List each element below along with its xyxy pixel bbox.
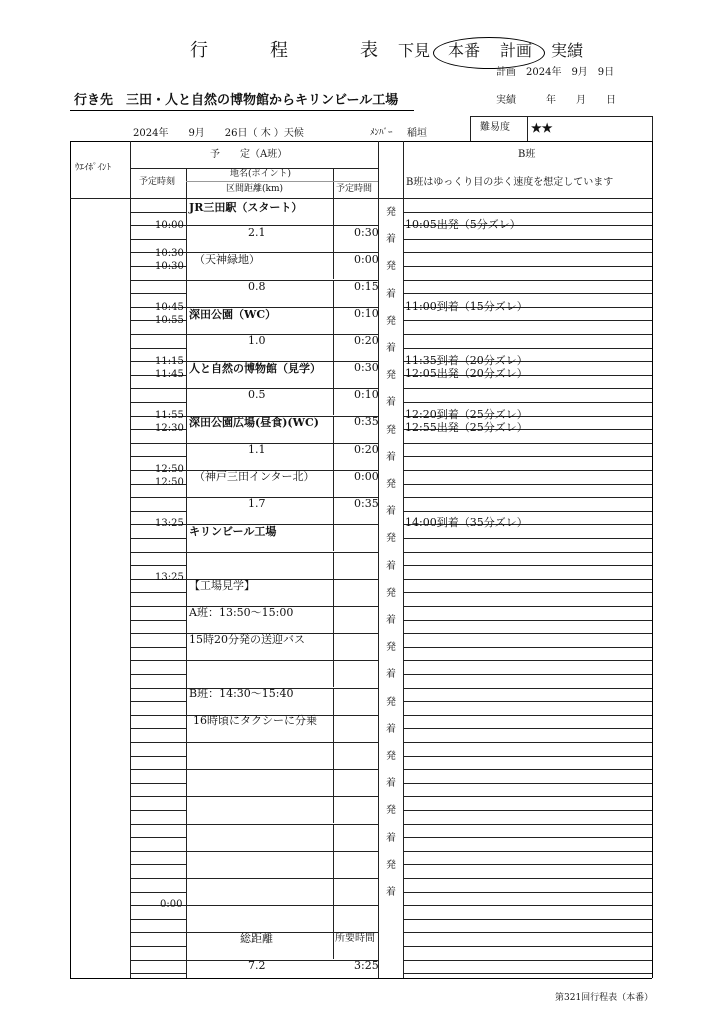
grid-line (333, 769, 334, 796)
place-label: 地名(ポイント) (230, 169, 292, 179)
grid-line (130, 497, 186, 498)
place-name: A班：13:50～15:00 (189, 606, 294, 619)
total-distance-label: 総距離 (240, 932, 273, 945)
b-time-note: 14:00到着（35分ズレ） (405, 516, 528, 529)
mode-prefix: 下見 (398, 41, 431, 60)
place-name: 【工場見学】 (189, 579, 255, 592)
departure-marker: 発 (386, 697, 396, 708)
grid-line (333, 688, 334, 715)
distance-cell: 2.1 (248, 226, 266, 239)
grid-line (186, 905, 378, 906)
grid-line (186, 769, 378, 770)
duration-cell: 0:15 (354, 280, 379, 293)
grid-line (403, 606, 652, 607)
grid-line (130, 456, 186, 457)
grid-line (403, 388, 652, 389)
departure-marker: 発 (386, 642, 396, 653)
member-name: 稲垣 (407, 128, 427, 139)
grid-line (130, 728, 186, 729)
grid-line (130, 660, 186, 661)
duration-cell: 0:20 (354, 443, 379, 456)
time-cell: 13:25 (155, 572, 184, 583)
grid-line (403, 878, 652, 879)
grid-line (403, 443, 652, 444)
b-note: B班はゆっくり目の歩く速度を想定しています (406, 177, 614, 188)
grid-line (130, 932, 186, 933)
grid-line (403, 946, 652, 947)
difficulty-stars: ★★ (531, 121, 553, 135)
grid-line (130, 796, 186, 797)
grid-line (186, 824, 378, 825)
grid-line (403, 293, 652, 294)
grid-line (333, 796, 334, 823)
title-char-1: 行 (190, 40, 208, 61)
grid-line (333, 905, 334, 932)
grid-line (130, 892, 186, 893)
grid-line (333, 497, 334, 524)
arrival-marker: 着 (386, 343, 396, 354)
grid-line (403, 538, 652, 539)
total-time-label: 所要時間 (335, 933, 375, 944)
time-cell: 10:30 (155, 261, 184, 272)
grid-line (130, 592, 186, 593)
title-char-3: 表 (360, 40, 378, 61)
departure-marker: 発 (386, 261, 396, 272)
actual-date: 実績 年 月 日 (496, 95, 616, 106)
grid-line (403, 334, 652, 335)
distance-label: 区間距離(km) (226, 184, 284, 194)
grid-line (403, 715, 652, 716)
distance-cell: 1.7 (248, 497, 266, 510)
b-time-note: 12:05出発（20分ズレ） (405, 367, 528, 380)
grid-line (403, 620, 652, 621)
grid-line (130, 633, 186, 634)
grid-line (130, 973, 186, 974)
grid-line (403, 470, 652, 471)
arrival-marker: 着 (386, 778, 396, 789)
plan-header: 予 定（A班） (210, 149, 288, 160)
place-name: 15時20分発の送迎バス (189, 633, 305, 646)
grid-line (130, 552, 186, 553)
grid-line (130, 388, 186, 389)
grid-line (403, 973, 652, 974)
grid-line (403, 892, 652, 893)
arrival-marker: 着 (386, 669, 396, 680)
duration-cell: 0:10 (354, 307, 379, 320)
grid-line (186, 443, 378, 444)
grid-line (130, 783, 186, 784)
grid-line (403, 796, 652, 797)
time-cell: 11:15 (155, 356, 184, 367)
place-name: （天神緑地） (194, 253, 260, 266)
difficulty-label: 難易度 (480, 122, 510, 133)
grid-line (130, 742, 186, 743)
grid-line (403, 837, 652, 838)
grid-line (130, 674, 186, 675)
grid-line (130, 293, 186, 294)
grid-line (130, 810, 186, 811)
grid-line (130, 565, 186, 566)
b-time-note: 11:00到着（15分ズレ） (405, 300, 528, 313)
grid-line (403, 864, 652, 865)
time-cell: 11:55 (155, 410, 184, 421)
grid-line (403, 212, 652, 213)
b-header: B班 (518, 149, 536, 160)
grid-line (333, 579, 334, 606)
grid-line (130, 620, 186, 621)
grid-line (403, 660, 652, 661)
grid-line (333, 878, 334, 905)
departure-marker: 発 (386, 860, 396, 871)
departure-marker: 発 (386, 207, 396, 218)
grid-line (403, 688, 652, 689)
mode-keikaku: 計画 (500, 41, 533, 60)
grid-line (403, 919, 652, 920)
grid-line (186, 878, 378, 879)
departure-marker: 発 (386, 805, 396, 816)
grid-line (403, 579, 652, 580)
place-name: 深田公園広場(昼食)(WC) (189, 416, 319, 429)
duration-cell: 0:35 (354, 415, 379, 428)
arrival-marker: 着 (386, 506, 396, 517)
grid-line (186, 334, 378, 335)
footer-note: 第321回行程表（本番） (555, 993, 654, 1003)
grid-line (130, 538, 186, 539)
grid-line (403, 456, 652, 457)
grid-line (186, 388, 378, 389)
grid-line (333, 660, 334, 687)
grid-line (130, 239, 186, 240)
arrival-marker: 着 (386, 452, 396, 463)
departure-marker: 発 (386, 751, 396, 762)
grid-line (403, 960, 652, 961)
grid-line (186, 796, 378, 797)
grid-line (130, 715, 186, 716)
arrival-marker: 着 (386, 615, 396, 626)
grid-line (403, 824, 652, 825)
member-label: ﾒﾝﾊﾞｰ (370, 128, 393, 138)
b-time-note: 11:35到着（20分ズレ） (405, 354, 528, 367)
grid-line (186, 660, 378, 661)
b-time-note: 12:55出発（25分ズレ） (405, 421, 528, 434)
date-line: 2024年 9月 26日（ 木 ）天候 (133, 128, 304, 139)
grid-line (186, 225, 378, 226)
mode-jisseki: 実績 (551, 41, 584, 60)
grid-line (130, 647, 186, 648)
grid-line (130, 280, 186, 281)
grid-line (186, 552, 378, 553)
grid-line (130, 960, 186, 961)
grid-line (130, 348, 186, 349)
mode-honban: 本番 (448, 41, 481, 60)
place-name: （神戸三田インター北） (194, 470, 315, 483)
duration-cell: 0:30 (354, 361, 379, 374)
time-cell: 0:00 (160, 899, 183, 910)
distance-cell: 1.1 (248, 443, 266, 456)
grid-line (130, 864, 186, 865)
time-cell: 12:30 (155, 423, 184, 434)
b-time-note: 12:20到着（25分ズレ） (405, 408, 528, 421)
place-name: B班：14:30～15:40 (189, 687, 294, 700)
grid-line (130, 402, 186, 403)
grid-line (333, 416, 334, 443)
grid-line (186, 280, 378, 281)
scheduled-time-label: 予定時刻 (139, 177, 176, 187)
duration-cell: 0:00 (354, 470, 379, 483)
place-name: 人と自然の博物館（見学） (189, 362, 321, 375)
grid-line (403, 647, 652, 648)
time-cell: 11:45 (155, 369, 184, 380)
grid-line (403, 783, 652, 784)
grid-line (403, 851, 652, 852)
arrival-marker: 着 (386, 397, 396, 408)
arrival-marker: 着 (386, 289, 396, 300)
time-cell: 10:55 (155, 315, 184, 326)
grid-line (333, 252, 334, 279)
place-name: キリンビール工場 (189, 525, 277, 538)
departure-marker: 発 (386, 316, 396, 327)
grid-line (333, 524, 334, 551)
grid-line (130, 824, 186, 825)
duration-cell: 0:10 (354, 388, 379, 401)
grid-line (333, 361, 334, 388)
departure-marker: 発 (386, 479, 396, 490)
grid-line (333, 225, 334, 252)
grid-line (403, 756, 652, 757)
grid-line (403, 511, 652, 512)
grid-line (333, 824, 334, 851)
grid-line (403, 348, 652, 349)
duration-cell: 0:20 (354, 334, 379, 347)
grid-line (403, 592, 652, 593)
place-name: 16時頃にタクシーに分乗 (193, 714, 317, 727)
departure-marker: 発 (386, 425, 396, 436)
grid-line (403, 674, 652, 675)
arrival-marker: 着 (386, 833, 396, 844)
distance-cell: 0.5 (248, 388, 266, 401)
grid-line (130, 878, 186, 879)
time-cell: 10:45 (155, 302, 184, 313)
planned-duration-label: 予定時間 (336, 184, 373, 194)
total-time: 3:25 (354, 959, 379, 972)
grid-line (403, 728, 652, 729)
destination: 行き先 三田・人と自然の博物館からキリンビール工場 (74, 93, 399, 108)
grid-line (403, 239, 652, 240)
grid-line (403, 810, 652, 811)
grid-line (333, 742, 334, 769)
grid-line (333, 388, 334, 415)
distance-cell: 1.0 (248, 334, 266, 347)
grid-line (403, 266, 652, 267)
grid-line (130, 837, 186, 838)
place-name: 深田公園（WC） (189, 308, 277, 321)
grid-line (333, 851, 334, 878)
plan-date: 計画 2024年 9月 9日 (496, 67, 615, 78)
arrival-marker: 着 (386, 561, 396, 572)
total-distance: 7.2 (248, 959, 266, 972)
duration-cell: 0:35 (354, 497, 379, 510)
grid-line (403, 280, 652, 281)
duration-cell: 0:00 (354, 253, 379, 266)
grid-line (186, 960, 378, 961)
grid-line (130, 851, 186, 852)
arrival-marker: 着 (386, 887, 396, 898)
grid-line (130, 946, 186, 947)
grid-line (333, 307, 334, 334)
grid-line (403, 769, 652, 770)
arrival-marker: 着 (386, 724, 396, 735)
grid-line (403, 742, 652, 743)
grid-line (130, 919, 186, 920)
grid-line (403, 484, 652, 485)
grid-line (403, 633, 652, 634)
grid-line (130, 688, 186, 689)
time-cell: 10:00 (155, 220, 184, 231)
grid-line (403, 552, 652, 553)
grid-line (130, 701, 186, 702)
grid-line (333, 198, 334, 225)
grid-line (403, 701, 652, 702)
place-name: JR三田駅（スタート） (189, 201, 303, 214)
grid-line (333, 470, 334, 497)
grid-line (186, 742, 378, 743)
grid-line (333, 633, 334, 660)
grid-line (130, 769, 186, 770)
time-cell: 13:25 (155, 518, 184, 529)
grid-line (333, 443, 334, 470)
grid-line (333, 552, 334, 579)
b-time-note: 10:05出発（5分ズレ） (405, 218, 521, 231)
grid-line (403, 320, 652, 321)
duration-cell: 0:30 (354, 226, 379, 239)
time-cell: 12:50 (155, 464, 184, 475)
grid-line (403, 932, 652, 933)
time-cell: 12:50 (155, 477, 184, 488)
title-char-2: 程 (270, 40, 288, 61)
grid-line (403, 905, 652, 906)
grid-line (130, 443, 186, 444)
grid-line (403, 252, 652, 253)
grid-line (333, 334, 334, 361)
waypoint-label: ｳｴｲﾎﾟｲﾝﾄ (75, 163, 112, 173)
grid-line (333, 606, 334, 633)
grid-line (403, 497, 652, 498)
distance-cell: 0.8 (248, 280, 266, 293)
grid-line (130, 511, 186, 512)
grid-line (186, 497, 378, 498)
time-cell: 10:30 (155, 248, 184, 259)
grid-line (403, 402, 652, 403)
departure-marker: 発 (386, 533, 396, 544)
grid-line (130, 212, 186, 213)
grid-line (333, 932, 334, 959)
grid-line (186, 851, 378, 852)
departure-marker: 発 (386, 588, 396, 599)
grid-line (333, 715, 334, 742)
grid-line (333, 280, 334, 307)
grid-line (130, 756, 186, 757)
grid-line (130, 606, 186, 607)
grid-line (403, 565, 652, 566)
grid-line (130, 334, 186, 335)
departure-marker: 発 (386, 370, 396, 381)
arrival-marker: 着 (386, 234, 396, 245)
